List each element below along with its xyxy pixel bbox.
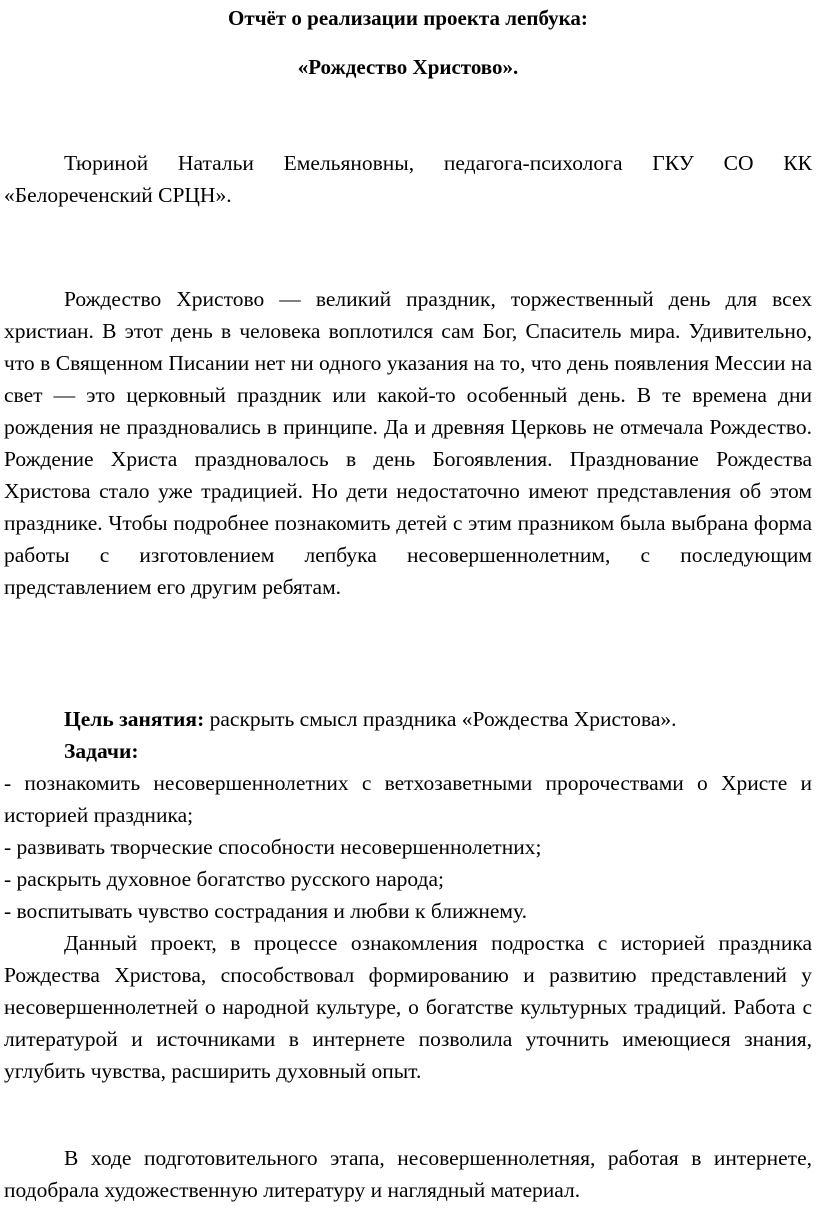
document-title: Отчёт о реализации проекта лепбука:: [228, 6, 588, 30]
task-item: - познакомить несовершеннолетних с ветхозаветными пророчествами о Христе и историей праздника;: [4, 771, 812, 827]
tasks-heading: Задачи:: [64, 739, 139, 763]
preparation-paragraph: В ходе подготовительного этапа, несовершеннолетняя, работая в интернете, подобрала художественную литературу и наглядный материал.: [4, 1146, 812, 1202]
goal-line: [4, 703, 812, 735]
project-paragraph: Данный проект, в процессе ознакомления подростка с историей праздника Рождества Христова, способствовал формированию и развитию представлений у несовершеннолетней о народной культуре, о богатстве культурных традиций. Работа с литературой и источниками в интернете позволила уточнить имеющиеся знания, углубить чувства, расширить духовный опыт.: [4, 931, 812, 1083]
goal-text: раскрыть смысл праздника «Рождества Христова».: [204, 707, 677, 731]
task-item: - воспитывать чувство сострадания и любви к ближнему.: [4, 899, 527, 923]
task-item: - развивать творческие способности несовершеннолетних;: [4, 835, 542, 859]
task-item: - раскрыть духовное богатство русского народа;: [4, 867, 444, 891]
author-paragraph: Тюриной Натальи Емельяновны, педагога-психолога ГКУ СО КК «Белореченский СРЦН».: [4, 151, 812, 207]
intro-paragraph: Рождество Христово — великий праздник, торжественный день для всех христиан. В этот день в человека воплотился сам Бог, Спаситель мира. Удивительно, что в Священном Писании нет ни одного указания на то, что день появления Мессии на свет — это церковный праздник или какой-то особенный день. В те времена дни рождения не праздновались в принципе. Да и древняя Церковь не отмечала Рождество. Рождение Христа праздновалось в день Богоявления. Празднование Рождества Христова стало уже традицией. Но дети недостаточно имеют представления об этом празднике. Чтобы подробнее познакомить детей с этим празником была выбрана форма работы с изготовлением лепбука несовершеннолетним, с последующим представлением его другим ребятам.: [4, 287, 812, 599]
goal-label: Цель занятия:: [64, 707, 205, 731]
document-subtitle: «Рождество Христово».: [297, 55, 519, 79]
